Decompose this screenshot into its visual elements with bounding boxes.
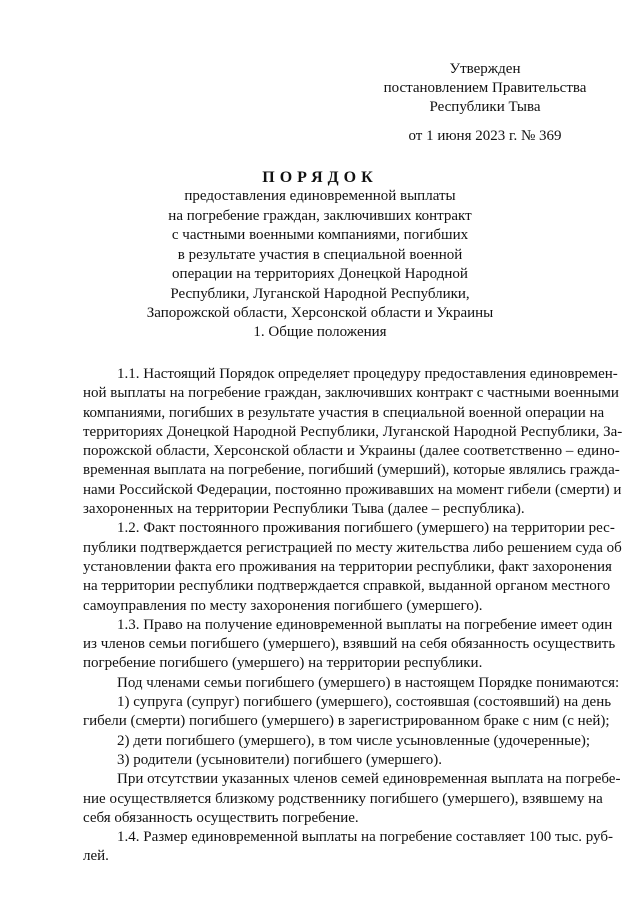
subtitle-line: с частными военными компаниями, погибших: [171, 227, 469, 243]
body-line: нами Российской Федерации, постоянно проживавших на момент гибели (смерти) и: [83, 481, 622, 498]
subtitle-line: операции на территориях Донецкой Народной: [172, 266, 468, 282]
subtitle-line: предоставления единовременной выплаты: [184, 188, 456, 204]
body-line: порожской области, Херсонской области и Украины (далее соответственно – едино-: [83, 443, 620, 460]
subtitle-line: Республики, Луганской Народной Республики,: [170, 285, 470, 302]
body-line: 1.2. Факт постоянного проживания погибшего (умершего) на территории рес-: [117, 520, 615, 537]
body-line: 1.4. Размер единовременной выплаты на погребение составляет 100 тыс. руб-: [117, 829, 613, 846]
approval-line: Утвержден: [449, 61, 521, 77]
body-line: временная выплата на погребение, погибший (умерший), которые являлись гражда-: [83, 462, 620, 479]
approval-date: от 1 июня 2023 г. № 369: [408, 128, 562, 144]
body-line: из членов семьи погибшего (умершего), взявший на себя обязанность осуществить: [83, 636, 616, 653]
approval-block: [360, 60, 610, 146]
body-line: себя обязанность осуществить погребение.: [83, 809, 359, 826]
body-line: захороненных на территории Республики Тыва (далее – республика).: [83, 501, 525, 518]
body-line: погребение погибшего (умершего) на территории республики.: [83, 655, 483, 672]
subtitle-line: в результате участия в специальной военной: [177, 246, 463, 263]
body-line: Под членами семьи погибшего (умершего) в настоящем Порядке понимаются:: [117, 674, 620, 691]
document-body: [83, 365, 623, 867]
body-line: 1.3. Право на получение единовременной выплаты на погребение имеет один: [117, 616, 613, 633]
body-line: При отсутствии указанных членов семей единовременная выплата на погребе-: [117, 771, 621, 788]
body-line: 3) родители (усыновители) погибшего (умершего).: [117, 751, 443, 768]
body-line: 1) супруга (супруг) погибшего (умершего), состоявшая (состоявший) на день: [117, 694, 612, 711]
body-line: самоуправления по месту захоронения погибшего (умершего).: [83, 597, 483, 614]
document-subtitle: [60, 187, 580, 324]
subtitle-line: Запорожской области, Херсонской области и Украины: [146, 305, 494, 321]
approval-line: Республики Тыва: [429, 99, 541, 115]
body-line: публики подтверждается регистрацией по месту жительства либо решением суда об: [83, 539, 622, 556]
body-line: гибели (смерти) погибшего (умершего) в зарегистрированном браке с ним (с ней);: [83, 713, 610, 730]
section-heading: 1. Общие положения: [253, 324, 387, 340]
body-line: ние осуществляется близкому родственнику погибшего (умершего), взявшему на: [83, 790, 603, 807]
body-line: на территории республики подтверждается справкой, выданной органом местного: [83, 578, 611, 595]
body-line: ной выплаты на погребение граждан, заключивших контракт с частными военными: [83, 385, 619, 402]
body-line: лей.: [83, 848, 109, 865]
body-line: 1.1. Настоящий Порядок определяет процедуру предоставления единовремен-: [117, 366, 618, 382]
body-line: 2) дети погибшего (умершего), в том числе усыновленные (удочеренные);: [117, 732, 591, 749]
approval-line: постановлением Правительства: [383, 80, 587, 96]
document-title: ПОРЯДОК: [262, 169, 378, 186]
body-line: компаниями, погибших в результате участия в специальной военной операции на: [83, 404, 605, 421]
body-line: установлении факта его проживания на территории республики, факт захоронения: [83, 558, 612, 575]
body-line: территориях Донецкой Народной Республики, Луганской Народной Республики, За-: [83, 423, 623, 440]
subtitle-line: на погребение граждан, заключивших контракт: [168, 207, 472, 224]
